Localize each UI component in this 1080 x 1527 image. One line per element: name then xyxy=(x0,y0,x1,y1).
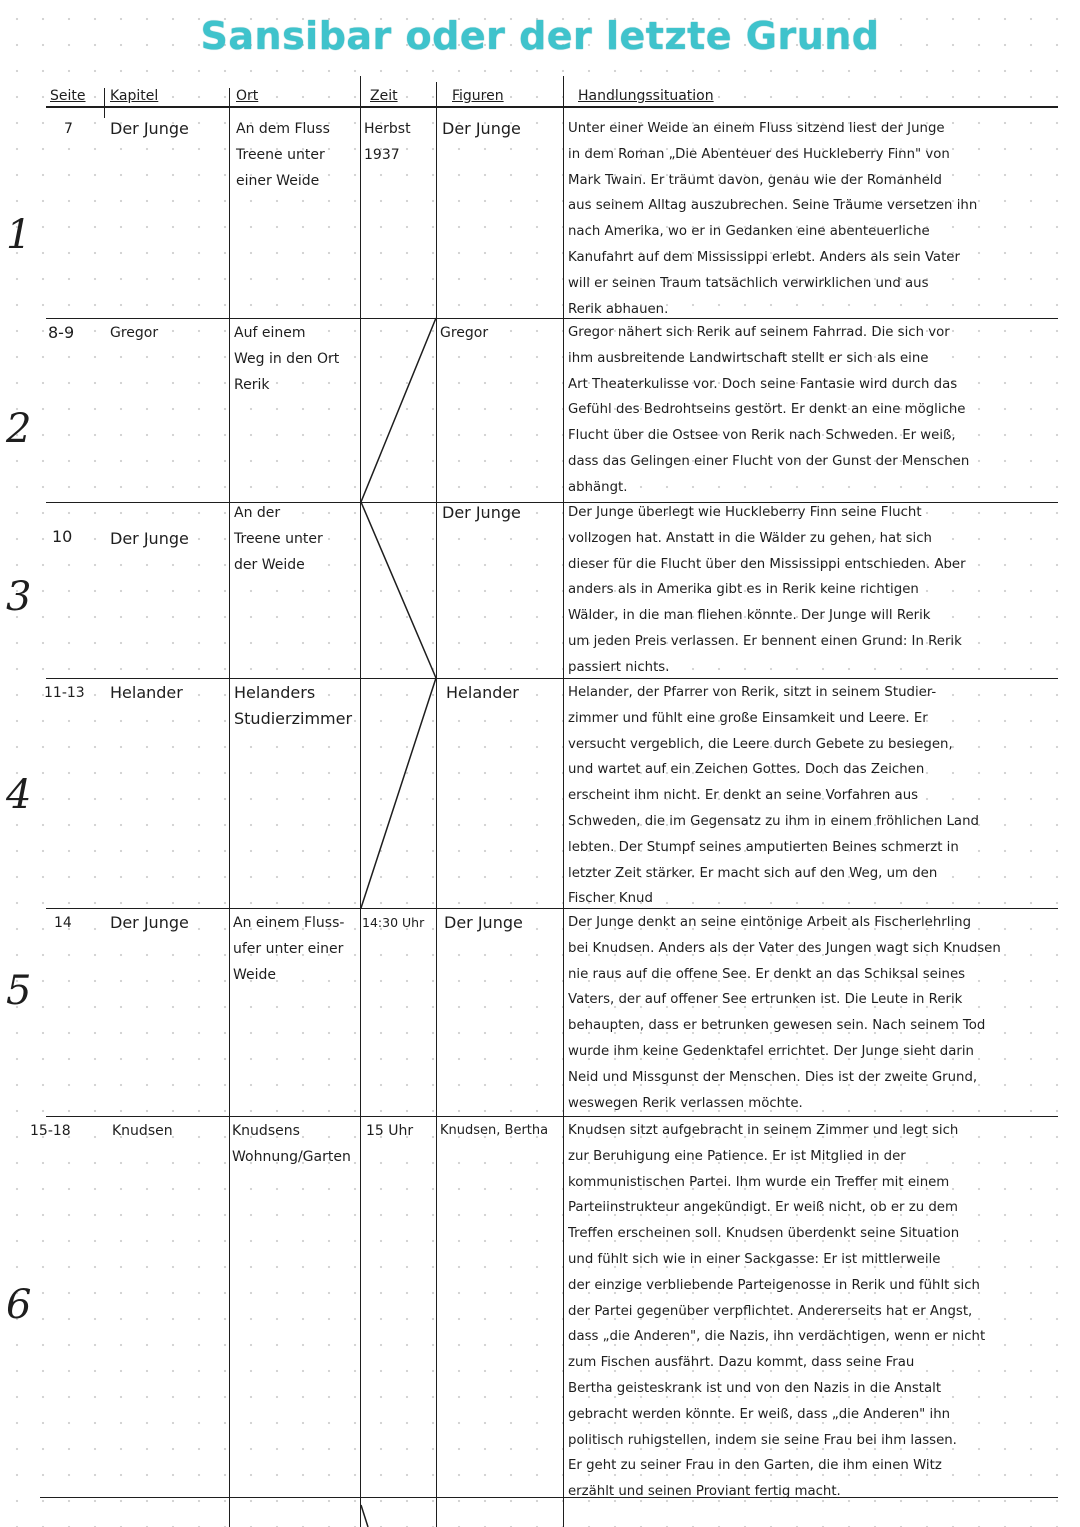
cell-zeit: Herbst 1937 xyxy=(364,121,411,163)
cell-seite: 11-13 xyxy=(44,685,85,701)
cell-figuren: Der Junge xyxy=(442,119,521,138)
cell-figuren: Der Junge xyxy=(442,503,521,522)
cell-handlung: Der Junge denkt an seine eintönige Arbeit als Fischerlehrling bei Knudsen. Anders als der Vater des Jungen wagt sich Knudsen nie raus auf die offene See. Er denkt an das Schiksal seines Vaters, der auf offener See ertrunken ist. Die Leute in Rerik behaupten, dass er betrunken gewesen sein. Nach seinem Tod wurde ihm keine Gedenktafel errichtet. Der Junge sieht darin Neid und Missgunst der Menschen. Dies ist der zweite Grund, weswegen Rerik verlassen möchte. xyxy=(568,915,1001,1111)
cell-seite: 10 xyxy=(52,527,73,546)
row-number: 3 xyxy=(6,574,32,620)
cell-handlung: Knudsen sitzt aufgebracht in seinem Zimmer und legt sich zur Beruhigung eine Patience. Er ist Mitglied in der kommunistischen Partei. Ihm wurde ein Treffer mit einem Parteiinstrukteur angekündigt. Er weiß nicht, ob er zu dem Treffen erscheinen soll. Knudsen überdenkt seine Situation und fühlt sich wie in einer Sackgasse: Er ist mittlerweile der einzige verbliebende Parteigenosse in Rerik und fühlt sich der Partei gegenüber verpflichtet. Andererseits hat er Angst, dass „die Anderen", die Nazis, ihn verdächtigen, wenn er nicht zum Fischen ausfährt. Dazu kommt, dass seine Frau Bertha geisteskrank ist und von den Nazis in die Anstalt gebracht werden könnte. Er weiß, dass „die Anderen" ihn politisch ruhigstellen, indem sie seine Frau bei ihm lassen. Er geht zu seiner Frau in den Garten, die ihm einen Witz erzählt und seinen Proviant fertig macht. xyxy=(568,1123,986,1500)
cell-seite: 14 xyxy=(54,915,72,931)
cell-seite: 15-18 xyxy=(30,1123,71,1139)
cell-kapitel: Knudsen xyxy=(112,1123,173,1139)
cell-ort: Helanders Studierzimmer xyxy=(234,683,353,728)
row-number: 5 xyxy=(6,968,32,1014)
cell-kapitel: Der Junge xyxy=(110,529,189,548)
header-figuren: Figuren xyxy=(452,88,504,104)
header-ort: Ort xyxy=(236,88,259,104)
cell-seite: 7 xyxy=(64,121,73,137)
diagonal-line xyxy=(361,318,436,908)
cell-kapitel: Gregor xyxy=(110,325,159,341)
cell-ort: An dem Fluss Treene unter einer Weide xyxy=(236,121,330,189)
cell-handlung: Unter einer Weide an einem Fluss sitzend liest der Junge in dem Roman „Die Abenteuer des Huckleberry Finn" von Mark Twain. Er träumt davon, genau wie der Romanheld aus seinem Alltag auszubrechen. Seine Träume versetzen ihn nach Amerika, wo er in Gedanken eine abenteuerliche Kanufahrt auf dem Mississippi erlebt. Anders als sein Vater will er seinen Traum tatsächlich verwirklichen und aus Rerik abhauen. xyxy=(568,121,978,317)
cell-kapitel: Der Junge xyxy=(110,913,189,932)
cell-figuren: Der Junge xyxy=(444,913,523,932)
cell-kapitel: Helander xyxy=(110,683,183,702)
header-kapitel: Kapitel xyxy=(110,88,159,104)
cell-zeit: 14:30 Uhr xyxy=(362,915,425,930)
header-zeit: Zeit xyxy=(370,88,398,104)
cell-handlung: Der Junge überlegt wie Huckleberry Finn seine Flucht vollzogen hat. Anstatt in die Wälder zu gehen, hat sich dieser für die Flucht über den Mississippi entschieden. Aber anders als in Amerika gibt es in Rerik keine richtigen Wälder, in die man fliehen könnte. Der Junge will Rerik um jeden Preis verlassen. Er bennent einen Grund: In Rerik passiert nichts. xyxy=(568,505,966,675)
cell-ort: An der Treene unter der Weide xyxy=(234,505,323,573)
header-handlung: Handlungssituation xyxy=(578,88,714,104)
diagonal-line xyxy=(361,1505,368,1527)
cell-ort: Knudsens Wohnung/Garten xyxy=(232,1123,351,1165)
cell-figuren: Knudsen, Bertha xyxy=(440,1123,549,1138)
row-number: 1 xyxy=(6,212,32,258)
cell-ort: An einem Fluss- ufer unter einer Weide xyxy=(233,915,345,983)
cell-zeit: 15 Uhr xyxy=(366,1123,414,1139)
cell-figuren: Helander xyxy=(446,683,519,702)
cell-figuren: Gregor xyxy=(440,325,489,341)
cell-ort: Auf einem Weg in den Ort Rerik xyxy=(234,325,340,393)
cell-seite: 8-9 xyxy=(48,323,75,342)
page-title: Sansibar oder der letzte Grund xyxy=(200,14,880,58)
cell-handlung: Helander, der Pfarrer von Rerik, sitzt in seinem Studier- zimmer und fühlt eine große Einsamkeit und Leere. Er versucht vergeblich, die Leere durch Gebete zu besiegen, und wartet auf ein Zeichen Gottes. Doch das Zeichen erscheint ihm nicht. Er denkt an seine Vorfahren aus Schweden, die im Gegensatz zu ihm in einem fröhlichen Land lebten. Der Stumpf seines amputierten Beines schmerzt in letzter Zeit stärker. Er macht sich auf den Weg, um den Fischer Knud xyxy=(568,685,979,907)
row-number: 2 xyxy=(6,406,32,452)
header-seite: Seite xyxy=(50,88,86,104)
row-number: 6 xyxy=(6,1282,32,1328)
cell-handlung: Gregor nähert sich Rerik auf seinem Fahrrad. Die sich vor ihm ausbreitende Landwirtschaft stellt er sich als eine Art Theaterkulisse vor. Doch seine Fantasie wird durch das Gefühl des Bedrohtseins gestört. Er denkt an eine mögliche Flucht über die Ostsee von Rerik nach Schweden. Er weiß, dass das Gelingen einer Flucht von der Gunst der Menschen abhängt. xyxy=(568,325,970,495)
cell-kapitel: Der Junge xyxy=(110,119,189,138)
row-number: 4 xyxy=(6,772,32,818)
